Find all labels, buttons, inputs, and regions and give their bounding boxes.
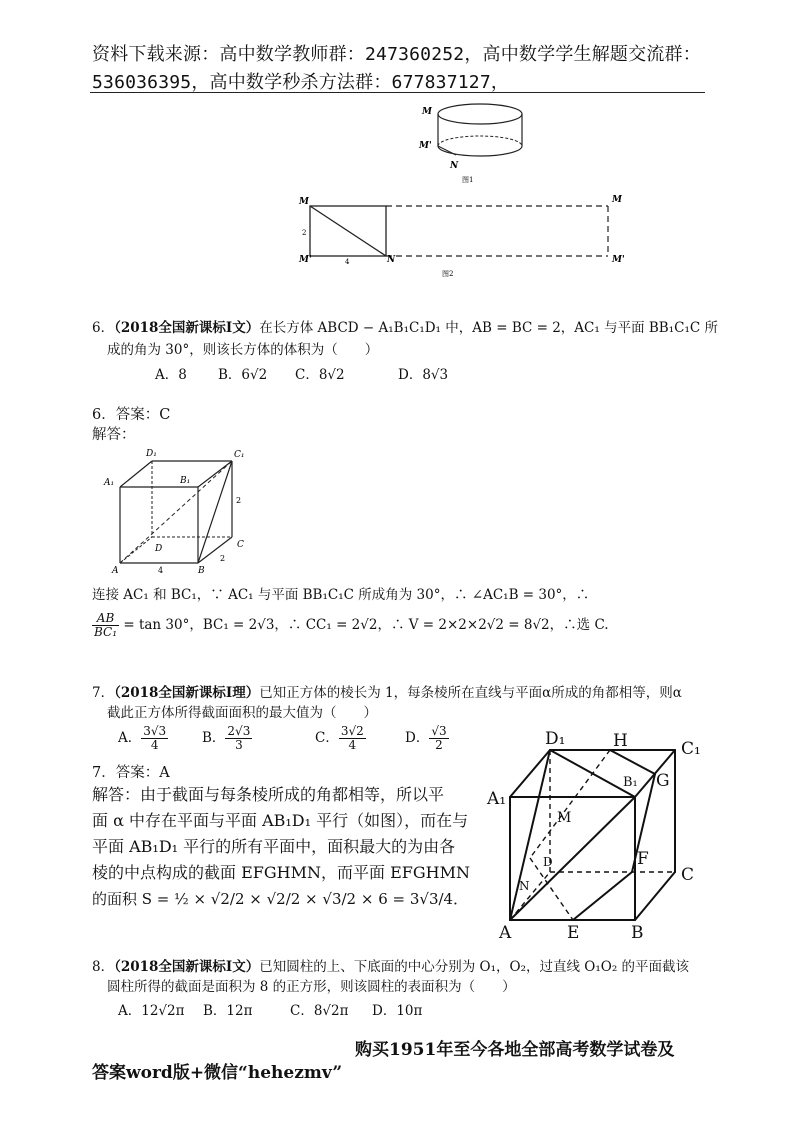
q6-label-d1: D₁ (146, 449, 157, 459)
q6-label-len-2: 2 (236, 496, 242, 505)
footer-line-1: 购买1951年至今各地全部高考数学试卷及 (355, 1040, 675, 1060)
header-line-1: 资料下载来源：高中数学教师群：247360252，高中数学学生解题交流群： (92, 44, 701, 65)
q7-stem-line-2: 截此正方体所得截面面积的最大值为（ ） (107, 705, 377, 721)
q6-option-b: B．6√2 (218, 367, 268, 383)
q6-label-a: A (112, 566, 119, 575)
fig1-label-n: N (450, 161, 459, 171)
q6-option-a: A．8 (155, 367, 187, 383)
fig2-base-length: 4 (345, 258, 350, 266)
q7-opt-a-den: 4 (150, 738, 159, 752)
q6-solution-line-1: 连接 AC₁ 和 BC₁，∵ AC₁ 与平面 BB₁C₁C 所成角为 30°，∴ ∠AC₁B = 30°，∴ (92, 587, 590, 603)
q7-label-b1: B₁ (623, 775, 638, 790)
q7-answer: 7．答案：A (92, 765, 170, 781)
q7-option-b (202, 723, 252, 753)
q8-option-d: D．10π (372, 1003, 423, 1019)
q7-opt-b-label: B． (202, 730, 226, 746)
fig2-label-m2: M' (299, 255, 312, 265)
q7-stem-line-1 (92, 683, 682, 703)
q7-option-d (405, 723, 449, 753)
q7-option-c (315, 723, 366, 753)
q6-option-c: C．8√2 (295, 367, 345, 383)
q6-text-a: 在长方体 ABCD − A₁B₁C₁D₁ 中，AB = BC = 2，AC₁ 与平面 BB₁C₁C 所 (259, 320, 718, 336)
q7-opt-a-num: 3√3 (143, 724, 167, 738)
q8-text-a: 已知圆柱的上、下底面的中心分别为 O₁，O₂，过直线 O₁O₂ 的平面截该 (259, 959, 690, 975)
fig1-caption: 图1 (462, 176, 474, 184)
q7-label-g: G (656, 771, 670, 791)
q6-label-b1: B₁ (180, 476, 191, 486)
q7-label-c: C (681, 865, 695, 885)
q8-option-a: A．12√2π (118, 1003, 185, 1019)
q6-label-d: D (155, 544, 163, 554)
q6-answer: 6．答案：C (92, 407, 171, 423)
q7-source: （2018全国新课标Ⅰ理） (114, 685, 260, 701)
q6-fraction (92, 612, 119, 639)
q7-opt-c-num: 3√2 (340, 724, 364, 738)
q7-opt-b-num: 2√3 (227, 724, 251, 738)
q7-label-h: H (613, 731, 628, 751)
q6-frac-num: AB (92, 612, 119, 626)
q6-source: （2018全国新课标Ⅰ文） (114, 320, 260, 336)
q7-cube-figure (485, 722, 710, 942)
fig2-side-length: 2 (302, 229, 307, 237)
q6-label-a1: A₁ (104, 478, 115, 488)
q7-label-b: B (631, 923, 644, 942)
q7-label-m: M (557, 810, 572, 826)
q6-label-len-3: 4 (158, 566, 164, 575)
q6-label-b: B (198, 566, 205, 575)
fig2-label-m2-right: M' (612, 255, 625, 265)
q7-solution-4: 棱的中点构成的截面 EFGHMN，而平面 EFGHMN (92, 863, 470, 882)
figure-1-cylinder (410, 100, 530, 190)
q7-label-a: A (499, 923, 512, 942)
q6-cuboid-figure (100, 445, 260, 575)
q7-opt-a-frac (141, 725, 168, 752)
q7-label-d1: D₁ (545, 729, 566, 749)
q8-option-c: C．8√2π (290, 1003, 349, 1019)
q7-solution-3: 平面 AB₁D₁ 平行的所有平面中，面积最大的为由各 (92, 837, 456, 856)
q7-solution-1: 解答：由于截面与每条棱所成的角都相等，所以平 (92, 785, 445, 804)
q7-opt-c-label: C． (315, 730, 339, 746)
q7-opt-a-label: A． (118, 730, 142, 746)
q6-line2-text: = tan 30°，BC₁ = 2√3，∴ CC₁ = 2√2，∴ V = 2×2×2√2 = 8√2，∴选 C. (123, 617, 609, 633)
q6-label-c1: C₁ (234, 450, 245, 460)
q6-solution-line-2 (92, 610, 609, 640)
q8-stem-line-1 (92, 957, 689, 977)
q7-opt-d-num: √3 (431, 724, 447, 738)
q6-solution-label: 解答： (92, 427, 136, 443)
q7-opt-d-frac (429, 725, 448, 752)
q7-opt-b-den: 3 (235, 738, 243, 752)
header-rule (90, 92, 705, 93)
q6-stem-line-1 (92, 318, 718, 338)
q8-source: （2018全国新课标Ⅰ文） (114, 959, 260, 975)
q6-label-len-1: 2 (220, 554, 226, 563)
q7-option-a (118, 723, 168, 753)
q7-opt-d-den: 2 (435, 738, 443, 752)
q7-solution-5: 的面积 S = ½ × √2/2 × √2/2 × √3/2 × 6 = 3√3/4． (92, 890, 469, 908)
footer-line-2: 答案word版+微信“hehezmv” (92, 1063, 343, 1083)
q7-label-e: E (567, 923, 580, 942)
q7-opt-b-frac (225, 725, 252, 752)
q7-opt-c-frac (339, 725, 366, 752)
q8-number: 8． (92, 959, 115, 975)
fig2-caption: 图2 (442, 270, 454, 278)
q7-solution-2: 面 α 中存在平面与平面 AB₁D₁ 平行（如图），而在与 (92, 811, 469, 830)
fig1-label-m: M (422, 107, 432, 117)
figure-2-unrolled (295, 190, 635, 280)
q7-label-a1: A₁ (487, 789, 507, 809)
q6-frac-den: BC₁ (94, 625, 118, 639)
q7-label-d: D (543, 855, 553, 869)
q7-number: 7． (92, 685, 115, 701)
q8-stem-line-2: 圆柱所得的截面是面积为 8 的正方形，则该圆柱的表面积为（ ） (107, 979, 516, 995)
fig2-label-m-right: M (612, 195, 622, 205)
q7-label-n: N (519, 879, 530, 893)
q6-number: 6． (92, 320, 115, 336)
q7-text-a: 已知正方体的棱长为 1，每条棱所在直线与平面α所成的角都相等，则α (259, 685, 682, 701)
q7-label-c1: C₁ (681, 739, 701, 759)
q7-opt-c-den: 4 (348, 738, 357, 752)
fig2-label-m: M (299, 197, 309, 207)
q8-option-b: B．12π (203, 1003, 253, 1019)
q7-opt-d-label: D． (405, 730, 430, 746)
header-line-2: 536036395，高中数学秒杀方法群：677837127， (92, 72, 510, 93)
q6-option-d: D．8√3 (398, 367, 449, 383)
q7-label-f: F (637, 849, 649, 869)
q6-label-c: C (237, 540, 244, 550)
fig2-label-n: N (387, 255, 396, 265)
fig1-label-m2: M' (419, 141, 432, 151)
q6-stem-line-2: 成的角为 30°，则该长方体的体积为（ ） (107, 342, 379, 358)
